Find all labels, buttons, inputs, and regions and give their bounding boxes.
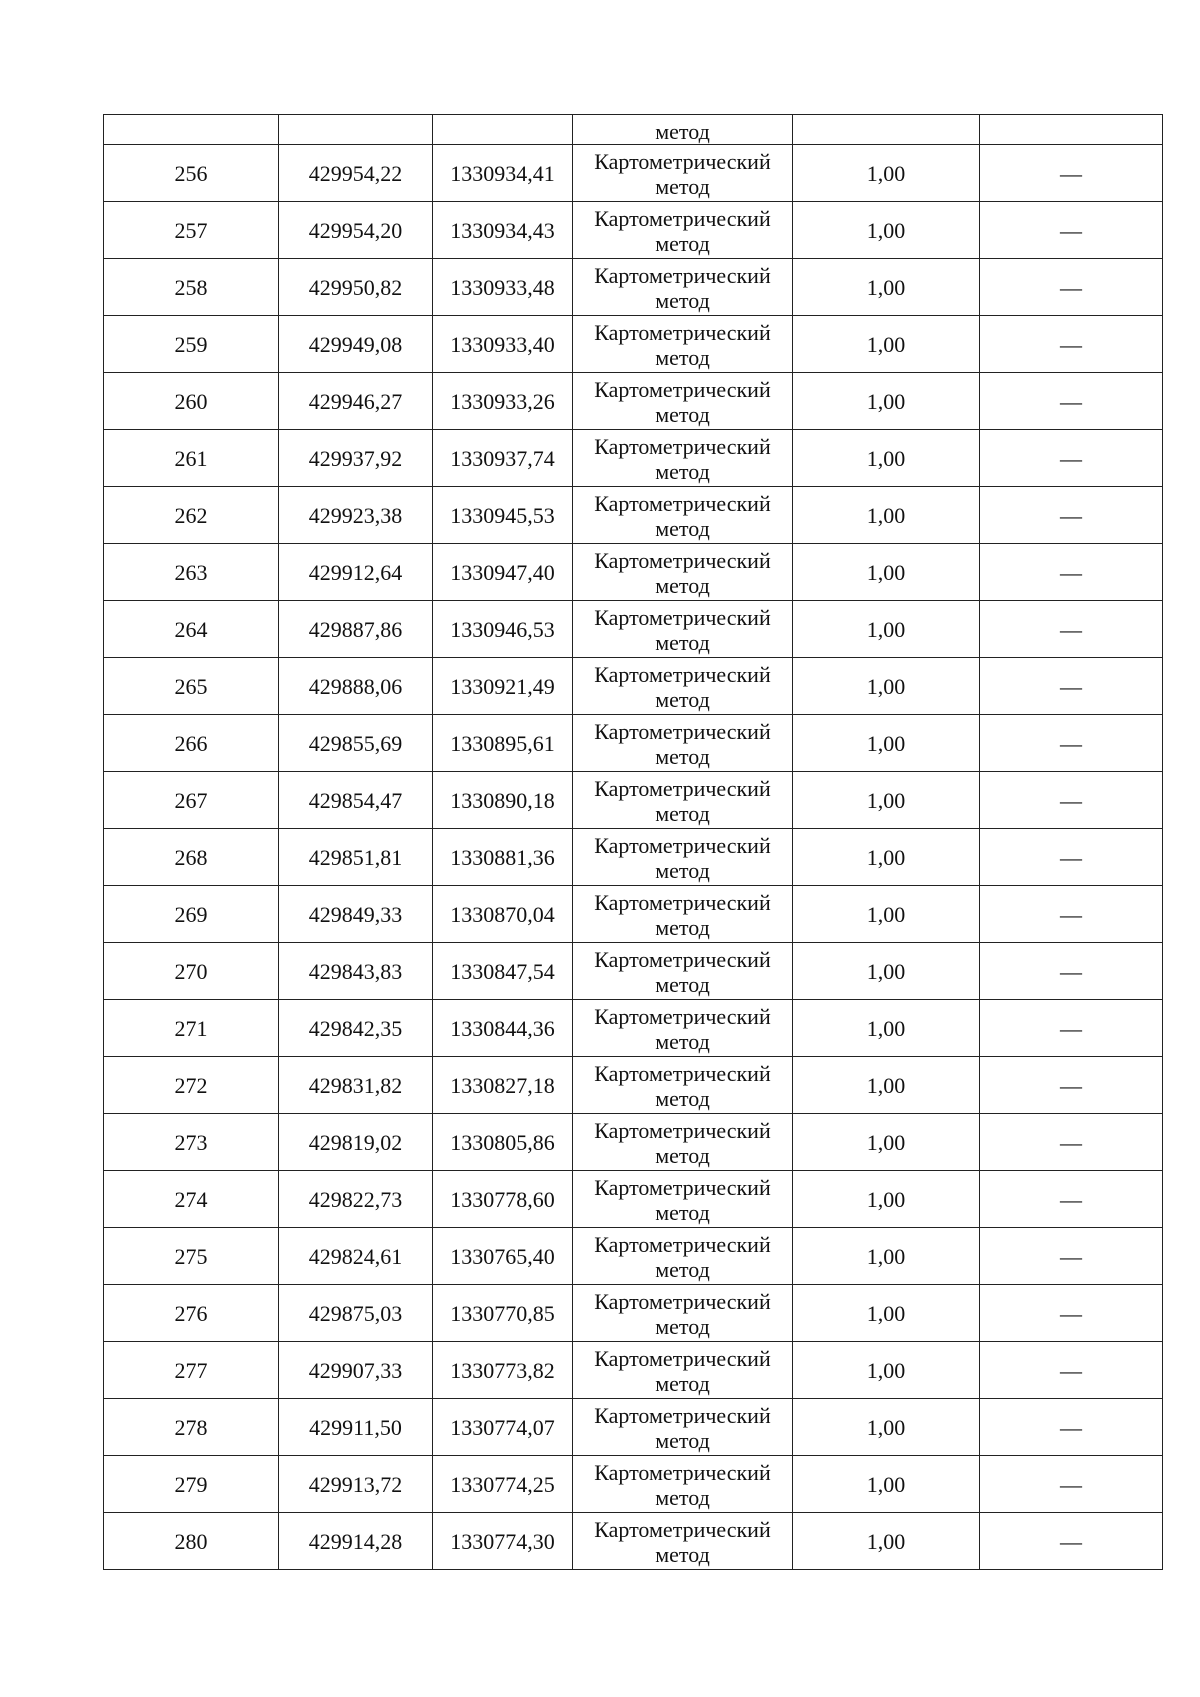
cell-point-number: 257 [104,202,279,259]
cell-point-number: 266 [104,715,279,772]
cell-point-number: 268 [104,829,279,886]
cell-accuracy: 1,00 [793,1171,980,1228]
cell-point-number: 259 [104,316,279,373]
cell-x-coordinate: 429842,35 [279,1000,433,1057]
table-row [104,1228,1163,1285]
cell-y-coordinate: 1330945,53 [433,487,573,544]
cell-y-coordinate: 1330921,49 [433,658,573,715]
cell-accuracy: 1,00 [793,772,980,829]
cell-x-coordinate: 429887,86 [279,601,433,658]
table-row [104,430,1163,487]
cell-y-coordinate: 1330827,18 [433,1057,573,1114]
table-row [104,1171,1163,1228]
cell-method [573,1000,793,1057]
method-line-2: метод [655,572,710,598]
cell-description [980,115,1163,145]
cell-method [573,1399,793,1456]
cell-accuracy: 1,00 [793,1285,980,1342]
cell-y-coordinate: 1330847,54 [433,943,573,1000]
cell-y-coordinate: 1330937,74 [433,430,573,487]
cell-accuracy: 1,00 [793,658,980,715]
cell-method [573,1171,793,1228]
cell-method [573,772,793,829]
method-line-2: метод [655,401,710,427]
cell-y-coordinate: 1330934,43 [433,202,573,259]
cell-point-number: 277 [104,1342,279,1399]
cell-description: — [980,1057,1163,1114]
method-line-2: метод [655,1427,710,1453]
cell-method [573,715,793,772]
cell-method [573,1456,793,1513]
table-row [104,601,1163,658]
cell-description: — [980,1171,1163,1228]
cell-method [573,1114,793,1171]
method-line-2: метод [655,800,710,826]
cell-x-coordinate: 429843,83 [279,943,433,1000]
method-line-1: Картометрический [594,1402,771,1428]
method-line-1: Картометрический [594,1345,771,1371]
cell-x-coordinate: 429851,81 [279,829,433,886]
cell-accuracy: 1,00 [793,1513,980,1570]
cell-accuracy: 1,00 [793,1399,980,1456]
method-line-2: метод [655,743,710,769]
cell-description: — [980,943,1163,1000]
method-line-1: Картометрический [594,1117,771,1143]
table-row [104,886,1163,943]
method-line-1: Картометрический [594,718,771,744]
method-line-1: Картометрический [594,832,771,858]
cell-y-coordinate [433,115,573,145]
cell-description: — [980,1456,1163,1513]
method-line-1: Картометрический [594,319,771,345]
method-line-1: Картометрический [594,148,771,174]
method-line-1: Картометрический [594,1174,771,1200]
cell-method [573,430,793,487]
cell-method [573,1342,793,1399]
cell-point-number: 279 [104,1456,279,1513]
cell-point-number: 261 [104,430,279,487]
method-line-2: метод [655,971,710,997]
cell-point-number: 280 [104,1513,279,1570]
cell-y-coordinate: 1330774,30 [433,1513,573,1570]
table-row [104,1114,1163,1171]
cell-x-coordinate: 429855,69 [279,715,433,772]
cell-point-number: 273 [104,1114,279,1171]
table-row [104,202,1163,259]
method-line-2: метод [655,1313,710,1339]
method-line-2: метод [655,344,710,370]
cell-x-coordinate: 429923,38 [279,487,433,544]
table-row [104,1342,1163,1399]
cell-description: — [980,886,1163,943]
cell-point-number: 264 [104,601,279,658]
method-line-1: Картометрический [594,775,771,801]
method-line-2: метод [655,230,710,256]
cell-accuracy: 1,00 [793,1342,980,1399]
cell-point-number: 270 [104,943,279,1000]
method-line-1: Картометрический [594,661,771,687]
cell-point-number: 272 [104,1057,279,1114]
cell-accuracy: 1,00 [793,430,980,487]
method-line-2: метод [655,515,710,541]
cell-accuracy: 1,00 [793,544,980,601]
cell-point-number: 265 [104,658,279,715]
cell-x-coordinate: 429949,08 [279,316,433,373]
method-line-2: метод [655,1199,710,1225]
cell-method [573,373,793,430]
cell-point-number: 276 [104,1285,279,1342]
cell-point-number: 258 [104,259,279,316]
cell-point-number: 278 [104,1399,279,1456]
cell-method [573,1057,793,1114]
table-row [104,1000,1163,1057]
cell-method [573,829,793,886]
method-line-2: метод [655,1028,710,1054]
cell-point-number: 262 [104,487,279,544]
method-line-1: Картометрический [594,1231,771,1257]
cell-y-coordinate: 1330933,26 [433,373,573,430]
cell-y-coordinate: 1330774,25 [433,1456,573,1513]
cell-method [573,145,793,202]
cell-description: — [980,772,1163,829]
cell-accuracy: 1,00 [793,886,980,943]
cell-x-coordinate: 429831,82 [279,1057,433,1114]
cell-point-number: 267 [104,772,279,829]
cell-accuracy: 1,00 [793,829,980,886]
table-row [104,316,1163,373]
method-line-1: Картометрический [594,1060,771,1086]
cell-y-coordinate: 1330890,18 [433,772,573,829]
cell-method [573,1513,793,1570]
cell-accuracy: 1,00 [793,487,980,544]
method-line-1: Картометрический [594,433,771,459]
cell-point-number [104,115,279,145]
method-line-1: Картометрический [594,547,771,573]
cell-x-coordinate: 429912,64 [279,544,433,601]
cell-y-coordinate: 1330778,60 [433,1171,573,1228]
cell-y-coordinate: 1330844,36 [433,1000,573,1057]
cell-description: — [980,259,1163,316]
cell-x-coordinate: 429937,92 [279,430,433,487]
cell-y-coordinate: 1330946,53 [433,601,573,658]
cell-accuracy: 1,00 [793,373,980,430]
cell-y-coordinate: 1330770,85 [433,1285,573,1342]
coordinates-table [103,114,1163,1570]
cell-y-coordinate: 1330774,07 [433,1399,573,1456]
method-line-2: метод [655,1370,710,1396]
method-line-2: метод [655,914,710,940]
method-line-1: Картометрический [594,1003,771,1029]
cell-description: — [980,373,1163,430]
method-line-1: Картометрический [594,376,771,402]
cell-x-coordinate: 429954,20 [279,202,433,259]
cell-x-coordinate: 429913,72 [279,1456,433,1513]
method-line-2: метод [655,1541,710,1567]
table-row [104,145,1163,202]
cell-method [573,316,793,373]
cell-accuracy: 1,00 [793,1057,980,1114]
cell-accuracy: 1,00 [793,1228,980,1285]
table-row [104,1399,1163,1456]
cell-x-coordinate: 429914,28 [279,1513,433,1570]
cell-point-number: 263 [104,544,279,601]
method-line-2: метод [655,686,710,712]
cell-accuracy [793,115,980,145]
cell-x-coordinate: 429911,50 [279,1399,433,1456]
cell-method [573,886,793,943]
cell-description: — [980,601,1163,658]
cell-description: — [980,487,1163,544]
table-row [104,373,1163,430]
method-line-1: Картометрический [594,1516,771,1542]
cell-point-number: 260 [104,373,279,430]
table-row [104,658,1163,715]
cell-x-coordinate: 429954,22 [279,145,433,202]
cell-x-coordinate: 429950,82 [279,259,433,316]
cell-accuracy: 1,00 [793,1114,980,1171]
method-line-1: Картометрический [594,490,771,516]
cell-description: — [980,1114,1163,1171]
cell-point-number: 271 [104,1000,279,1057]
method-line-1: Картометрический [594,1459,771,1485]
cell-x-coordinate: 429875,03 [279,1285,433,1342]
method-line-1: Картометрический [594,1288,771,1314]
cell-y-coordinate: 1330870,04 [433,886,573,943]
cell-description: — [980,544,1163,601]
method-line-2: метод [655,629,710,655]
cell-description: — [980,1399,1163,1456]
table-row [104,487,1163,544]
cell-description: — [980,1000,1163,1057]
cell-description: — [980,829,1163,886]
method-line-2: метод [655,1484,710,1510]
cell-x-coordinate [279,115,433,145]
continuation-row [104,115,1163,145]
cell-accuracy: 1,00 [793,1000,980,1057]
cell-description: — [980,145,1163,202]
table-row [104,1456,1163,1513]
cell-method: метод [573,115,793,145]
cell-y-coordinate: 1330773,82 [433,1342,573,1399]
table-row [104,829,1163,886]
cell-accuracy: 1,00 [793,145,980,202]
cell-point-number: 269 [104,886,279,943]
cell-point-number: 275 [104,1228,279,1285]
method-line-2: метод [655,173,710,199]
cell-description: — [980,1228,1163,1285]
cell-x-coordinate: 429888,06 [279,658,433,715]
table-row [104,544,1163,601]
cell-accuracy: 1,00 [793,259,980,316]
cell-method [573,487,793,544]
cell-y-coordinate: 1330765,40 [433,1228,573,1285]
cell-y-coordinate: 1330933,48 [433,259,573,316]
cell-y-coordinate: 1330881,36 [433,829,573,886]
cell-x-coordinate: 429819,02 [279,1114,433,1171]
cell-description: — [980,658,1163,715]
cell-x-coordinate: 429849,33 [279,886,433,943]
cell-accuracy: 1,00 [793,601,980,658]
cell-description: — [980,316,1163,373]
method-line-2: метод [655,458,710,484]
method-line-1: Картометрический [594,889,771,915]
cell-x-coordinate: 429824,61 [279,1228,433,1285]
cell-accuracy: 1,00 [793,943,980,1000]
cell-accuracy: 1,00 [793,1456,980,1513]
cell-y-coordinate: 1330805,86 [433,1114,573,1171]
cell-description: — [980,430,1163,487]
table-row [104,943,1163,1000]
method-line-1: Картометрический [594,946,771,972]
cell-method [573,1285,793,1342]
cell-x-coordinate: 429946,27 [279,373,433,430]
cell-method [573,1228,793,1285]
cell-method [573,943,793,1000]
method-line-1: Картометрический [594,604,771,630]
cell-y-coordinate: 1330947,40 [433,544,573,601]
cell-point-number: 274 [104,1171,279,1228]
cell-accuracy: 1,00 [793,715,980,772]
cell-accuracy: 1,00 [793,316,980,373]
cell-description: — [980,1285,1163,1342]
method-line-2: метод [655,1256,710,1282]
method-line-2: метод [655,287,710,313]
method-line-2: метод [655,857,710,883]
method-line-1: Картометрический [594,205,771,231]
cell-description: — [980,1513,1163,1570]
table-row [104,1513,1163,1570]
cell-point-number: 256 [104,145,279,202]
coordinates-table-body [104,115,1163,1570]
cell-method [573,259,793,316]
cell-x-coordinate: 429907,33 [279,1342,433,1399]
cell-method [573,544,793,601]
cell-x-coordinate: 429822,73 [279,1171,433,1228]
method-line-2: метод [655,1142,710,1168]
table-row [104,772,1163,829]
cell-description: — [980,1342,1163,1399]
cell-y-coordinate: 1330895,61 [433,715,573,772]
table-row [104,1057,1163,1114]
cell-accuracy: 1,00 [793,202,980,259]
method-line-2: метод [655,1085,710,1111]
cell-y-coordinate: 1330933,40 [433,316,573,373]
cell-method [573,658,793,715]
cell-method [573,601,793,658]
cell-description: — [980,202,1163,259]
cell-description: — [980,715,1163,772]
table-row [104,1285,1163,1342]
cell-y-coordinate: 1330934,41 [433,145,573,202]
cell-method [573,202,793,259]
method-line-1: Картометрический [594,262,771,288]
table-row [104,715,1163,772]
cell-x-coordinate: 429854,47 [279,772,433,829]
table-row [104,259,1163,316]
